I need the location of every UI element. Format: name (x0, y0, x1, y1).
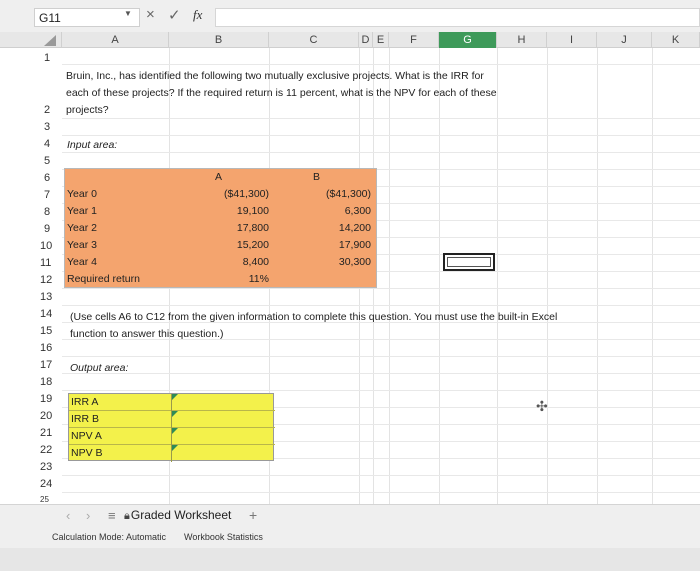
window-bottom-edge (0, 548, 700, 571)
gridline (597, 48, 598, 504)
input-value-a: 8,400 (242, 256, 269, 268)
column-header-b[interactable]: B (169, 32, 269, 48)
instruction-line-1: (Use cells A6 to C12 from the given information to complete this question. You must use the built-in Excel (70, 311, 558, 323)
selected-cell[interactable] (443, 253, 495, 271)
calculation-mode-status[interactable]: Calculation Mode: Automatic (52, 532, 167, 542)
error-indicator-icon (172, 394, 178, 400)
input-value-b: 6,300 (344, 205, 371, 217)
sheet-tab-graded-worksheet[interactable] (124, 508, 231, 523)
row-header[interactable]: 14 (40, 308, 53, 320)
gridline (652, 48, 653, 504)
close-icon[interactable]: × (146, 6, 155, 23)
lock-icon: 🔒︎ (124, 510, 130, 522)
gridline (62, 305, 700, 306)
output-label: IRR A (71, 396, 99, 408)
column-header-i[interactable]: I (547, 32, 597, 48)
row-header[interactable]: 17 (40, 359, 53, 371)
chevron-left-icon[interactable]: ‹ (66, 508, 71, 523)
output-input-cell[interactable] (172, 394, 275, 411)
output-row (69, 394, 275, 411)
gridline (62, 356, 700, 357)
row-header[interactable]: 3 (44, 121, 51, 133)
row-header[interactable]: 1 (44, 52, 51, 64)
output-area-label: Output area: (70, 362, 129, 374)
row-header[interactable]: 24 (40, 478, 53, 490)
row-header[interactable]: 16 (40, 342, 53, 354)
sheet-tab-label: Graded Worksheet (130, 508, 232, 522)
input-value-b: 30,300 (338, 256, 371, 268)
error-indicator-icon (172, 445, 178, 451)
row-header[interactable]: 20 (40, 410, 53, 422)
formula-input[interactable] (215, 8, 700, 27)
required-return-label: Required return (67, 273, 140, 285)
gridline (62, 492, 700, 493)
input-value-b: ($41,300) (326, 188, 371, 200)
row-header[interactable]: 19 (40, 393, 53, 405)
input-area-label: Input area: (67, 139, 118, 151)
output-area-table (68, 393, 274, 461)
add-sheet-button[interactable]: + (249, 507, 258, 523)
row-header[interactable]: 18 (40, 376, 53, 388)
row-header[interactable]: 15 (40, 325, 53, 337)
input-row-label: Year 0 (67, 188, 97, 200)
gridline (547, 48, 548, 504)
column-header-h[interactable]: H (497, 32, 547, 48)
output-label: IRR B (71, 413, 100, 425)
instruction-line-2: function to answer this question.) (70, 328, 224, 340)
row-header[interactable]: 9 (44, 223, 51, 235)
error-indicator-icon (172, 411, 178, 417)
input-value-a: 19,100 (236, 205, 269, 217)
output-row (69, 428, 275, 445)
input-row-label: Year 1 (67, 205, 97, 217)
row-header[interactable]: 4 (44, 138, 51, 150)
gridline (62, 64, 700, 65)
row-header[interactable]: 13 (40, 291, 53, 303)
gridline (62, 475, 700, 476)
column-header-j[interactable]: J (597, 32, 652, 48)
row-header[interactable]: 23 (40, 461, 53, 473)
hamburger-menu-icon[interactable]: ≡ (108, 508, 116, 523)
column-header-c[interactable]: C (269, 32, 359, 48)
chevron-down-icon[interactable]: ▼ (124, 9, 132, 18)
column-header-d[interactable]: D (359, 32, 373, 48)
input-value-a: 17,800 (236, 222, 269, 234)
output-row (69, 445, 275, 462)
select-all-triangle[interactable] (44, 35, 56, 46)
required-return-value: 11% (248, 273, 269, 285)
row-header[interactable]: 21 (40, 427, 53, 439)
input-area-table (64, 168, 377, 288)
output-input-cell[interactable] (172, 445, 275, 462)
output-input-cell[interactable] (172, 428, 275, 445)
input-row-label: Year 2 (67, 222, 97, 234)
gridline (62, 152, 700, 153)
formula-bar (0, 0, 700, 32)
workbook-statistics-button[interactable]: Workbook Statistics (184, 532, 263, 542)
cell-reference: G11 (39, 11, 61, 25)
status-bar (0, 526, 700, 548)
gridline (62, 390, 700, 391)
sheet-tabs-bar (0, 504, 700, 526)
checkmark-icon[interactable]: ✓ (168, 7, 181, 24)
function-icon[interactable]: fx (193, 7, 203, 22)
row-header[interactable]: 6 (44, 172, 51, 184)
output-row (69, 411, 275, 428)
chevron-right-icon[interactable]: › (86, 508, 91, 523)
selected-cell-inner (447, 257, 491, 267)
column-header-e[interactable]: E (373, 32, 389, 48)
row-header[interactable]: 25 (40, 495, 49, 504)
row-header[interactable]: 10 (40, 240, 53, 252)
input-header-a: A (215, 171, 223, 183)
row-header[interactable]: 7 (44, 189, 51, 201)
gridline (62, 373, 700, 374)
row-header[interactable]: 5 (44, 155, 51, 167)
gridline (62, 288, 700, 289)
input-row-label: Year 3 (67, 239, 97, 251)
row-headers (0, 48, 62, 504)
input-value-b: 17,900 (338, 239, 371, 251)
row-header[interactable]: 11 (40, 257, 52, 269)
column-headers (0, 32, 700, 48)
column-header-a[interactable]: A (62, 32, 169, 48)
output-input-cell[interactable] (172, 411, 275, 428)
output-label: NPV A (71, 430, 102, 442)
column-header-g[interactable]: G (439, 32, 497, 48)
plus-cursor-icon: ✣ (536, 398, 548, 414)
select-all-corner[interactable] (0, 32, 62, 48)
input-value-b: 14,200 (338, 222, 371, 234)
input-header-b: B (313, 171, 321, 183)
input-value-a: ($41,300) (224, 188, 269, 200)
column-header-f[interactable]: F (389, 32, 439, 48)
row-header[interactable]: 12 (40, 274, 53, 286)
spreadsheet-grid[interactable] (0, 48, 700, 504)
input-row-label: Year 4 (67, 256, 97, 268)
row-header[interactable]: 8 (44, 206, 51, 218)
row-header[interactable]: 22 (40, 444, 53, 456)
output-label: NPV B (71, 447, 103, 459)
row-header[interactable]: 2 (44, 104, 51, 116)
problem-statement: Bruin, Inc., has identified the following two mutually exclusive projects. What is the IRR for each of these projects? If the required return is 11 percent, what is the NPV for each of these projects? (66, 70, 497, 116)
input-value-a: 15,200 (236, 239, 269, 251)
column-header-k[interactable]: K (652, 32, 700, 48)
error-indicator-icon (172, 428, 178, 434)
gridline (62, 135, 700, 136)
